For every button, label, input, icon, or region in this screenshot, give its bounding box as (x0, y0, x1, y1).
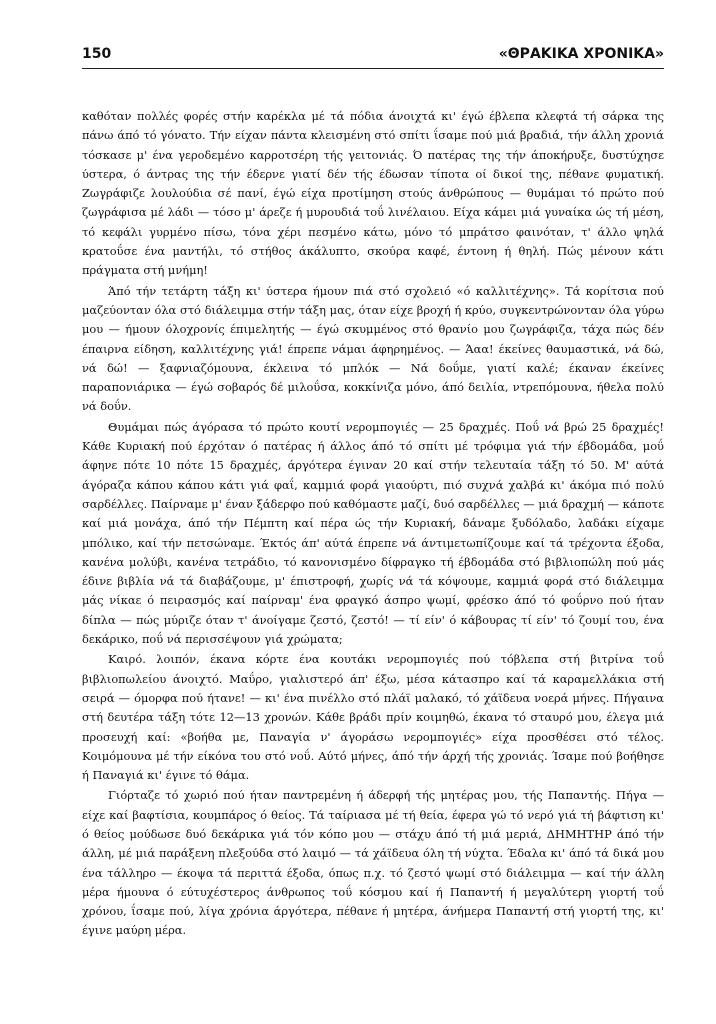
running-title: «ΘΡΑΚΙΚΑ ΧΡΟΝΙΚΑ» (498, 46, 664, 62)
body-text (82, 107, 664, 941)
page-header (82, 46, 664, 69)
paragraph: Θυμάμαι πώς άγόρασα τό πρώτο κουτί νερομπογιές — 25 δραχμές. Ποΰ νά βρώ 25 δραχμές! Κάθε Κυριακή πού έρχόταν ό πατέρας ή άλλος άπό τό σπίτι μέ τρόφιμα γιά τήν έβδομάδα, μοΰ άφηνε πότε 10 πότε 15 δραχμές, άργότερα έγιναν 20 καί στήν τελευταία τάξη τό 50. Μ' αύτά άγόραζα κάπου κάπου κάτι γιά φαΐ, καμμιά φορά γιαούρτι, πιό συχνά χαλβά κι' άκόμα πιό πολύ σαρδέλλες. Παίρναμε μ' έναν ξάδερφο πού καθόμαστε μαζί, δυό σαρδέλλες — μιά δραχμή — κάποτε καί μιά μονάχα, άπό τήν Πέμπτη καί πέρα ώς τήν Κυριακή, δάναμε ξυδόλαδο, λαδάκι είχαμε μπόλικο, καί τήν πετσώναμε. Έκτός άπ' αύτά έπρεπε νά άντιμετωπίζουμε καί τά τρέχοντα έξοδα, κανένα μολύβι, κανένα τετράδιο, τό κανονισμένο δίφραγκο τή έβδομάδα στό βιβλιοπώλη πού μάς έδινε βιβλία νά τά διαβάζουμε, μ' έπιστροφή, χωρίς νά τά κόψουμε, καμμιά φορά στό διάλειμμα μάς νίκαε ό πειρασμός καί παίρναμ' ένα φραγκό άσπρο ψωμί, φρέσκο άπό τό φοΰρνο πού ήταν δίπλα — πώς μύριζε όταν τ' άνοίγαμε ζεστό, ζεστό! — τί είν' ό κάβουρας τί είν' τό ζουμί του, ένα δεκάρικο, ποΰ νά περισσέψουν γιά χρώματα; (82, 419, 664, 647)
paragraph: Άπό τήν τετάρτη τάξη κι' ύστερα ήμουν πιά στό σχολειό «ό καλλιτέχνης». Τά κορίτσια πού μαζεύονταν όλα στό διάλειμμα στήν τάξη μας, όταν είχε βροχή ή κρύο, συγκεντρώνονταν όλα γύρω μου — ήμουν όλοχρονίς έπιμελητής — έγώ σκυμμένος στό θρανίο μου ζωγράφιζα, τάχα πώς δέν έπαιρνα είδηση, καλλιτέχνης γιά! έπρεπε νάμαι άφηρημένος. — Άαα! έκείνες θαυμαστικά, νά δώ, νά δώ! — ξαφνιαζόμουνα, έκλεινα τό μπλόκ — Νά δοΰμε, γιατί καλέ; έκαναν έκείνες παραπονιάρικα — έγώ σοβαρός δέ μιλοΰσα, κοκκίνιζα μόνο, άπό δειλία, ντρεπόμουνα, ήθελα πολύ νά δοΰν. (82, 283, 664, 414)
paragraph: καθόταν πολλές φορές στήν καρέκλα μέ τά πόδια άνοιχτά κι' έγώ έβλεπα κλεφτά τή σάρκα της πάνω άπό τό γόνατο. Τήν είχαν πάντα κλεισμένη στό σπίτι ΐσαμε πού μιά βραδιά, τήν άλλη χρονιά τόσκασε μ' ένα γεροδεμένο καρροτσέρη τής γειτονιάς. Ό πατέρας της τήν άποκήρυξε, δυστύχησε ύστερα, ό άντρας της τήν έδερνε γιατί δέν τής έδωσαν τίποτα οί δικοί της, πέθανε φυματική. Ζωγράφιζε λουλούδια σέ πανί, έγώ είχα προτίμηση στούς άνθρώπους — θυμάμαι τό πρώτο πού ζωγράφισα μέ λάδι — τόσο μ' άρεζε ή μυρουδιά τοΰ λινέλαιου. Είχα κάμει μιά γυναίκα ώς τή μέση, τό κεφάλι γυρμένο πίσω, τόνα χέρι πεσμένο κάτω, μόνο τό μπράτσο φαινόταν, τ' άλλο ψηλά κρατοΰσε ένα μαντήλι, τό στήθος άκάλυπτο, σκούρα καφέ, έντονη ή θηλή. Πώς μένουν κάτι πράγματα στή μνήμη! (82, 109, 664, 278)
paragraph: Γιόρταζε τό χωριό πού ήταν παντρεμένη ή άδερφή τής μητέρας μου, τής Παπαντής. Πήγα — είχε καί βαφτίσια, κουμπάρος ό θείος. Τά ταίριασα μέ τή θεία, έφερα γώ τό νερό γιά τή βάφτιση κι' ό θείος μούδωσε δυό δεκάρικα γιά τόν κόπο μου — στάχυ άπό τή μιά μεριά, ΔΗΜΗΤΗΡ άπό τήν άλλη, μέ μιά παράξενη πλεξούδα στό λαιμό — τά χάϊδευα όλη τή νύχτα. Έδαλα κι' άπό τά δικά μου ένα τάλληρο — έκοψα τά περιττά έξοδα, όπως π.χ. τό ζεστό ψωμί στό διάλειμμα — καί τήν άλλη μέρα ήμουνα ό εύτυχέστερος άνθρωπος τοΰ κόσμου καί ή Παπαντή ή μεγαλύτερη γιορτή τοΰ χρόνου, ΐσαμε πού, λίγα χρόνια άργότερα, πέθανε ή μητέρα, άνήμερα Παπαντή στή γιορτή της, κι' έγινε μαύρη μέρα. (82, 788, 664, 938)
page-number: 150 (82, 46, 112, 62)
paragraph: Καιρό. λοιπόν, έκανα κόρτε ένα κουτάκι νερομπογιές πού τόβλεπα στή βιτρίνα τοΰ βιβλιοπωλείου άνοιχτό. Μαΰρο, γιαλιστερό άπ' έξω, μέσα κάτασπρο καί τά καραμελλάκια στή σειρά — όμορφα πού ήτανε! — κι' ένα πινέλλο στό πλάϊ μαλακό, τό χάϊδευα νοερά μήνες. Πήγαινα στή δευτέρα τάξη τότε 12—13 χρονών. Κάθε βράδι πρίν κοιμηθώ, έκανα τό σταυρό μου, έλεγα μιά προσευχή καί: «βοήθα με, Παναγία ν' άγοράσω νερομπογιές» είχα προσθέσει στό τέλος. Κοιμόμουνα μέ τήν είκόνα του στό νοΰ. Αύτό μήνες, άπό τήν άρχή τής χρονιάς. Ίσαμε πού βοήθησε ή Παναγιά κι' έγινε τό θάμα. (82, 652, 664, 783)
